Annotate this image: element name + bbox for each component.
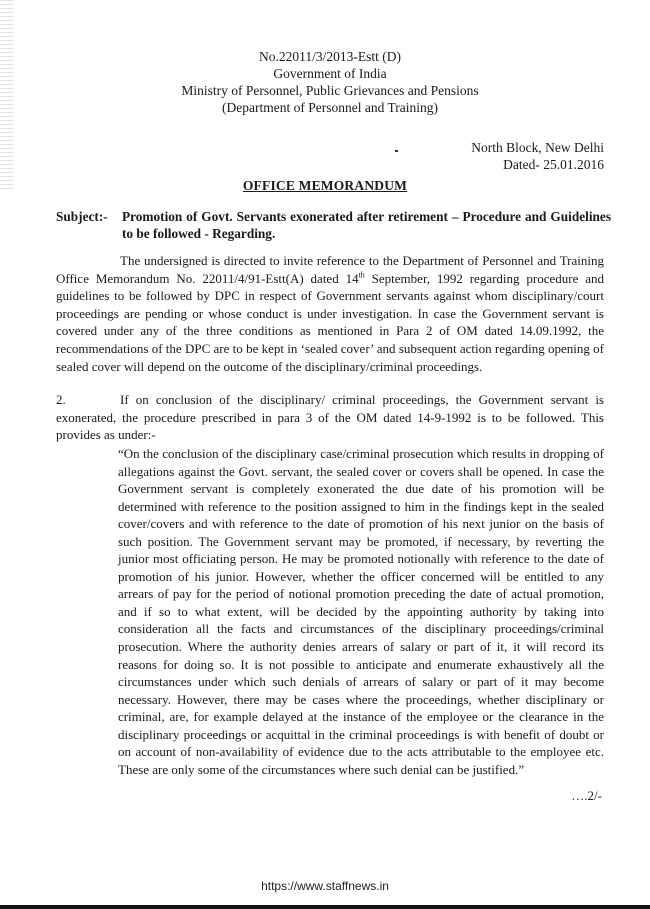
ordinal-suffix: th <box>358 270 365 280</box>
quoted-text: “On the conclusion of the disciplinary case/criminal prosecution which results in dropping of allegations against the Govt. servant, the sealed cover or covers shall be opened. In case the Government servant is completely exonerated the due date of his promotion will be determined with reference to the position assigned to him in the findings kept in the sealed cover/covers and with reference to the date of promotion of his next junior on the basis of such position. The Government servant may be promoted, if necessary, by reverting the junior most officiating person. He may be promoted notionally with reference to the date of promotion of his junior. However, whether the officer concerned will be entitled to any arrears of pay for the period of notional promotion preceding the date of actual promotion, and if so to what extent, will be decided by the appointing authority by taking into consideration all the facts and circumstances of the disciplinary proceedings/criminal prosecution. Where the authority denies arrears of salary or part of it, it will record its reasons for doing so. It is not possible to anticipate and enumerate exhaustively all the circumstances under which such denials of arrears of salary or part of it may become necessary. However, there may be cases where the proceedings, whether disciplinary or criminal, are, for example delayed at the instance of the employee or the clearance in the disciplinary proceedings or acquittal in the criminal proceedings is with benefit of doubt or on account of non-availability of evidence due to the acts attributable to the employee etc. These are only some of the circumstances where such denial can be justified.” <box>118 446 604 777</box>
date: Dated- 25.01.2016 <box>503 157 604 172</box>
scan-mark <box>395 150 398 152</box>
paragraph-number: 2. <box>56 392 66 407</box>
paragraph-2 <box>56 391 604 444</box>
quoted-provision <box>118 445 604 778</box>
scan-bottom-border <box>0 905 650 909</box>
scan-edge-noise <box>0 0 14 190</box>
paragraph-2-text: If on conclusion of the disciplinary/ criminal proceedings, the Government servant is exonerated, the procedure prescribed in para 3 of the OM dated 14-9-1992 is to be followed. This provides as under:- <box>56 392 604 443</box>
subject-line <box>56 208 611 242</box>
footer-url: https://www.staffnews.in <box>261 879 389 893</box>
ministry-name: Ministry of Personnel, Public Grievances and Pensions <box>181 83 479 98</box>
paragraph-1 <box>56 252 604 375</box>
page-continuation-marker: ….2/- <box>571 788 602 803</box>
subject-label: Subject:- <box>56 209 108 224</box>
paragraph-1-text-part-b: September, 1992 regarding procedure and guidelines to be followed by DPC in respect of Government servants against whom disciplinary/court proceedings are pending or whose conduct is under investigation. In case the Government servant is covered under any of the three conditions as mentioned in Para 2 of OM dated 14.09.1992, the recommendations of the DPC are to be kept in ‘sealed cover’ and subsequent action regarding opening of sealed cover will depend on the outcome of the disciplinary/criminal proceedings. <box>56 270 605 374</box>
paragraph-1-text <box>56 252 604 375</box>
paragraph-1-text-part-a: The undersigned is directed to invite reference to the Department of Personnel and Training Office Memorandum No. 22011/4/91-Estt(A) dated 14 <box>56 253 604 286</box>
letterhead <box>140 48 520 116</box>
location: North Block, New Delhi <box>471 140 604 155</box>
department-name: (Department of Personnel and Training) <box>222 100 438 115</box>
document-title: OFFICE MEMORANDUM <box>242 178 408 193</box>
place-and-date <box>471 139 604 173</box>
government-name: Government of India <box>273 66 387 81</box>
reference-number: No.22011/3/2013-Estt (D) <box>259 49 401 64</box>
subject-text: Promotion of Govt. Servants exonerated after retirement – Procedure and Guidelines to be followed - Regarding. <box>122 209 611 241</box>
